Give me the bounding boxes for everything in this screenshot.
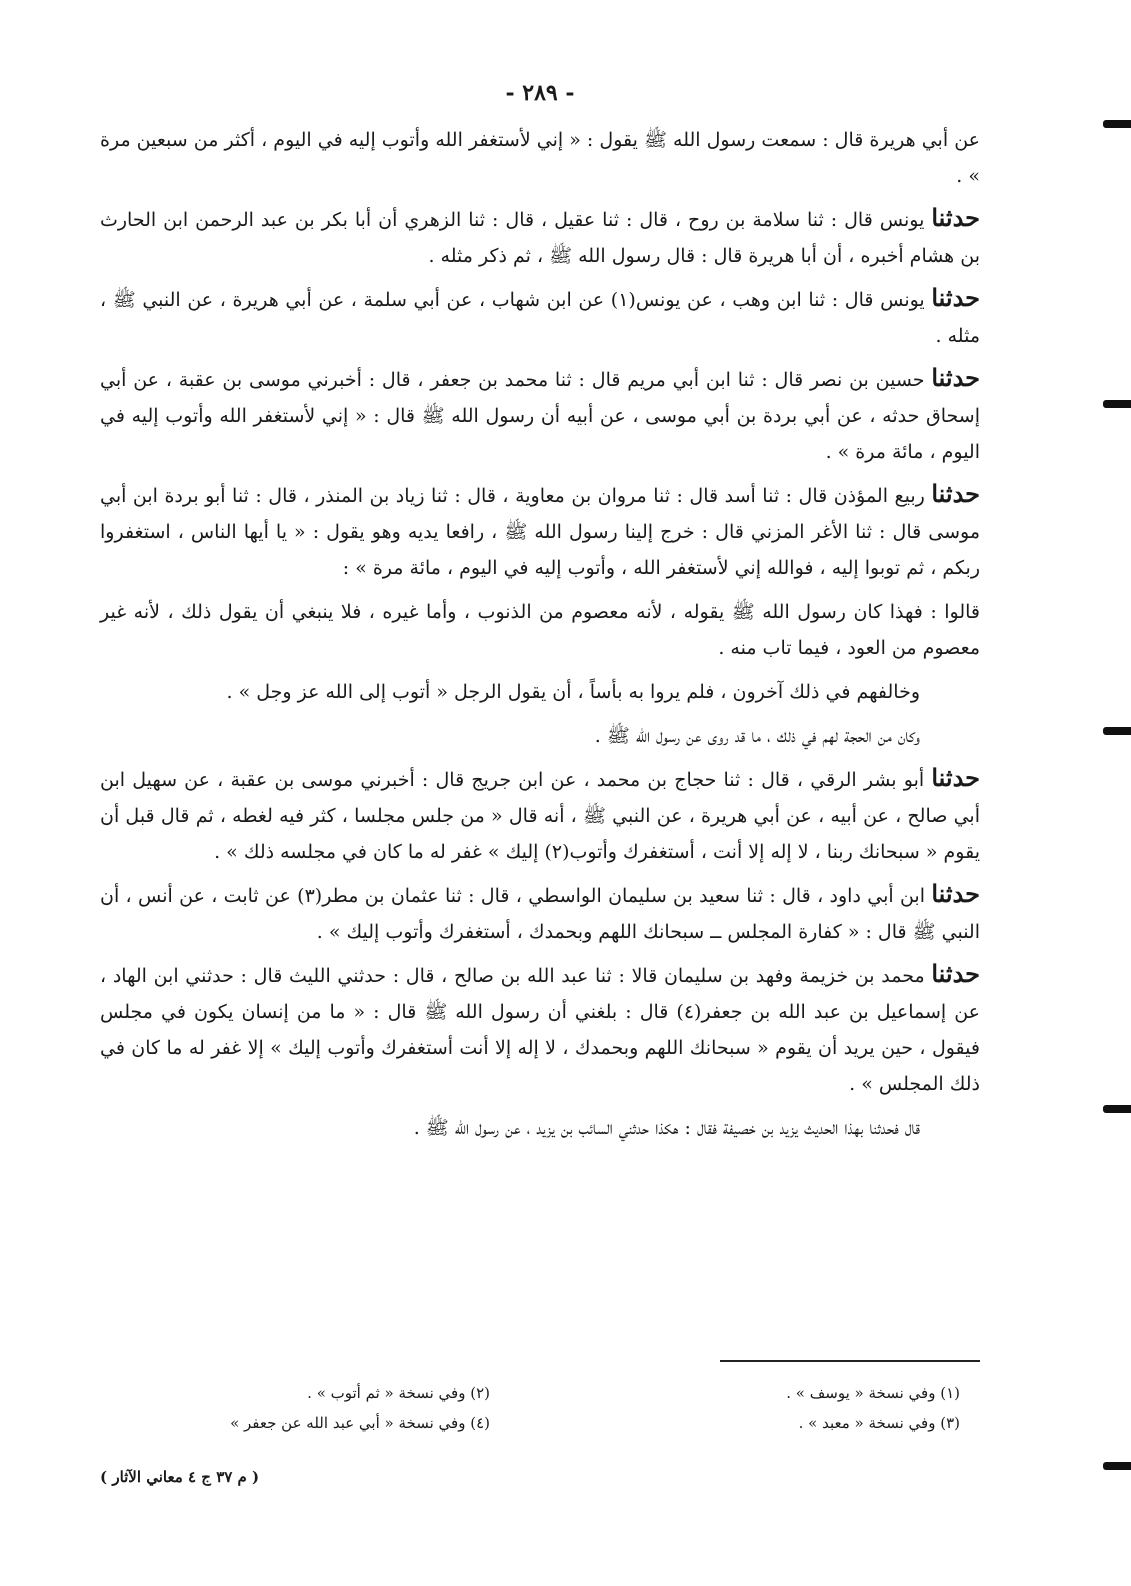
paragraph-2: حدثنا يونس قال : ثنا سلامة بن روح ، قال : ثنا عقيل ، قال : ثنا الزهري أن أبا بكر بن عبد الرحمن ابن الحارث بن هشام أخبره ، أن أبا هريرة قال : قال رسول الله ﷺ ، ثم ذكر مثله .	[100, 203, 980, 267]
paragraph-11: حدثنا محمد بن خزيمة وفهد بن سليمان قالا : ثنا عبد الله بن صالح ، قال : حدثني الليث قال : حدثني ابن الهاد ، عن إسماعيل بن عبد الله بن جعفر(٤) قال : بلغني أن رسول الله ﷺ قال : « ما من إنسان يكون في مجلس فيقول ، حين يريد أن يقوم « سبحانك اللهم وبحمدك ، لا إله إلا أنت أستغفرك وأتوب إليك » إلا غفر له ما كان في ذلك المجلس » .	[100, 959, 981, 1095]
document-page	[100, 80, 980, 1520]
footnote-4: (٤) وفي نسخة « أبي عبد الله عن جعفر »	[230, 1414, 490, 1432]
edge-mark	[1103, 1462, 1131, 1470]
paragraph-1: عن أبي هريرة قال : سمعت رسول الله ﷺ يقول : « إني لأستغفر الله وأتوب إليه في اليوم ، أكثر من سبعين مرة » .	[100, 129, 980, 187]
paragraph-8: وكان من الحجة لهم في ذلك ، ما قد روى عن رسول الله ﷺ .	[594, 725, 920, 747]
paragraph-4: حدثنا حسين بن نصر قال : ثنا ابن أبي مريم قال : ثنا محمد بن جعفر ، قال : أخبرني موسى بن عقبة ، عن أبي إسحاق حدثه ، عن أبي بردة بن أبي موسى ، عن أبيه أن رسول الله ﷺ قال : « إني لأستغفر الله وأتوب إليه في اليوم ، مائة مرة » .	[100, 363, 980, 463]
footnotes	[140, 1378, 960, 1438]
edge-mark	[1103, 120, 1131, 128]
footnote-row	[140, 1378, 960, 1408]
edge-mark	[1103, 1105, 1131, 1113]
printer-signature: ( م ٣٧ ج ٤ معاني الآثار )	[100, 1468, 260, 1486]
paragraph-5: حدثنا ربيع المؤذن قال : ثنا أسد قال : ثنا مروان بن معاوية ، قال : ثنا زياد بن المنذر ، قال : ثنا أبو بردة ابن أبي موسى قال : ثنا الأغر المزني قال : خرج إلينا رسول الله ﷺ ، رافعا يديه وهو يقول : « يا أيها الناس ، استغفروا ربكم ، ثم توبوا إليه ، فوالله إني لأستغفر الله ، وأتوب إليه في اليوم ، مائة مرة » :	[100, 479, 980, 579]
body-text	[100, 120, 980, 1146]
footnote-2: (٢) وفي نسخة « ثم أتوب » .	[307, 1384, 490, 1402]
page-number: - ٢٨٩ -	[505, 80, 575, 106]
paragraph-10: حدثنا ابن أبي داود ، قال : ثنا سعيد بن سليمان الواسطي ، قال : ثنا عثمان بن مطر(٣) عن ثابت ، عن أنس ، أن النبي ﷺ قال : « كفارة المجلس ــ سبحانك اللهم وبحمدك ، أستغفرك وأتوب إليك » .	[100, 879, 980, 943]
footnote-1: (١) وفي نسخة « يوسف » .	[786, 1384, 960, 1402]
paragraph-6: قالوا : فهذا كان رسول الله ﷺ يقوله ، لأنه معصوم من الذنوب ، وأما غيره ، فلا ينبغي أن يقول ذلك ، لأنه غير معصوم من العود ، فيما تاب منه .	[100, 601, 980, 659]
paragraph-3: حدثنا يونس قال : ثنا ابن وهب ، عن يونس(١) عن ابن شهاب ، عن أبي سلمة ، عن أبي هريرة ، عن النبي ﷺ ، مثله .	[100, 283, 980, 347]
paragraph-7: وخالفهم في ذلك آخرون ، فلم يروا به بأساً ، أن يقول الرجل « أتوب إلى الله عز وجل » .	[226, 681, 920, 703]
edge-mark	[1103, 400, 1131, 408]
footnote-3: (٣) وفي نسخة « معبد » .	[798, 1414, 960, 1432]
footnote-divider	[720, 1360, 980, 1362]
paragraph-9: حدثنا أبو بشر الرقي ، قال : ثنا حجاج بن محمد ، عن ابن جريج قال : أخبرني موسى بن عقبة ، عن سهيل ابن أبي صالح ، عن أبيه ، عن أبي هريرة ، عن النبي ﷺ ، أنه قال « من جلس مجلسا ، كثر فيه لغطه ، ثم قال قبل أن يقوم « سبحانك ربنا ، لا إله إلا أنت ، أستغفرك وأتوب(٢) إليك » غفر له ما كان في مجلسه ذلك » .	[100, 763, 980, 863]
paragraph-12: قال فحدثنا بهذا الحديث يزيد بن خصيفة فقال : هكذا حدثني السائب بن يزيد ، عن رسول الله ﷺ .	[413, 1117, 920, 1139]
edge-mark	[1103, 727, 1131, 735]
footnote-row	[140, 1408, 960, 1438]
